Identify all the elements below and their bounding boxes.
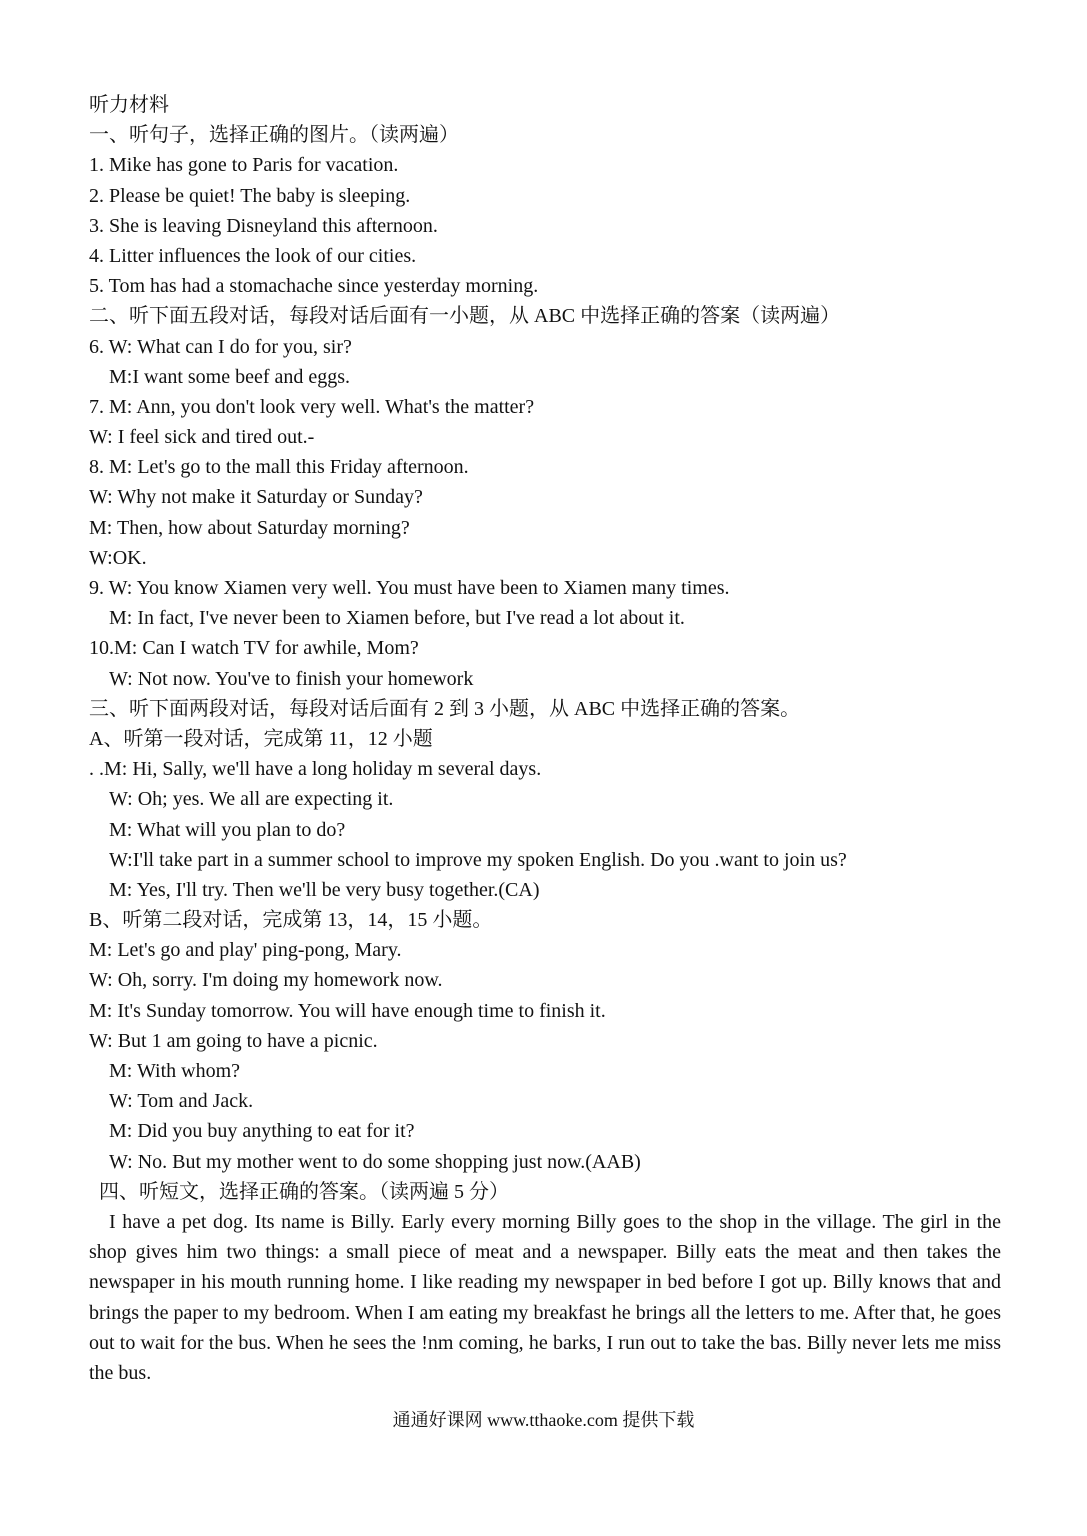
text-line: W: Oh; yes. We all are expecting it. — [109, 788, 394, 811]
text-line: 9. W: You know Xiamen very well. You must have been to Xiamen many times. — [89, 577, 730, 599]
document-body — [89, 90, 1001, 1388]
text-line: M: Did you buy anything to eat for it? — [109, 1120, 415, 1143]
text-line: M: What will you plan to do? — [109, 818, 346, 841]
text-line: W: I feel sick and tired out.- — [89, 426, 315, 449]
page-footer: 通通好课网 www.tthaoke.com 提供下载 — [392, 1410, 695, 1430]
text-line: W: Tom and Jack. — [109, 1090, 254, 1113]
text-line: 8. M: Let's go to the mall this Friday afternoon. — [89, 456, 469, 479]
text-line: W: But 1 am going to have a picnic. — [89, 1029, 378, 1052]
text-line: M: With whom? — [109, 1060, 241, 1082]
text-line: 3. She is leaving Disneyland this afternoon. — [89, 214, 438, 237]
text-line: W: No. But my mother went to do some shopping just now.(AAB) — [109, 1150, 641, 1173]
text-line: 二、听下面五段对话，每段对话后面有一小题，从 ABC 中选择正确的答案（读两遍） — [89, 305, 841, 328]
text-line: W: Why not make it Saturday or Sunday? — [89, 486, 423, 509]
text-line: A、听第一段对话，完成第 11，12 小题 — [89, 727, 433, 750]
text-line: M: Then, how about Saturday morning? — [89, 516, 410, 539]
text-line: 1. Mike has gone to Paris for vacation. — [89, 154, 399, 177]
text-line: M: In fact, I've never been to Xiamen before, but I've read a lot about it. — [109, 607, 685, 630]
document-lines — [89, 120, 1001, 1207]
text-line: W:I'll take part in a summer school to improve my spoken English. Do you .want to join us? — [109, 848, 847, 871]
text-line: 7. M: Ann, you don't look very well. What's the matter? — [89, 395, 535, 418]
text-line: M: Let's go and play' ping-pong, Mary. — [89, 939, 402, 962]
text-line: 2. Please be quiet! The baby is sleeping. — [89, 184, 411, 207]
text-line: 6. W: What can I do for you, sir? — [89, 335, 352, 358]
text-line: W:OK. — [89, 546, 147, 569]
text-line: 四、听短文，选择正确的答案。（读两遍 5 分） — [99, 1180, 509, 1203]
text-line: 10.M: Can I watch TV for awhile, Mom? — [89, 637, 419, 660]
text-line: W: Not now. You've to finish your homework — [109, 667, 474, 690]
text-line: M:I want some beef and eggs. — [109, 365, 351, 388]
text-line: B、听第二段对话，完成第 13，14，15 小题。 — [89, 909, 493, 932]
text-line: 一、听句子，选择正确的图片。（读两遍） — [89, 124, 459, 147]
document-title: 听力材料 — [89, 94, 169, 116]
text-line: M: Yes, I'll try. Then we'll be very busy together.(CA) — [109, 878, 540, 901]
passage-paragraph: I have a pet dog. Its name is Billy. Early every morning Billy goes to the shop in the village. The girl in the shop gives him two things: a small piece of meat and a newspaper. Billy eats the meat and then takes the newspaper in his mouth running home. I like reading my newspaper in bed before I got up. Billy knows that and brings the paper to my bedroom. When I am eating my breakfast he brings all the letters to me. After that, he goes out to wait for the bus. When he sees the !nm coming, he barks, I run out to take the bas. Billy never lets me miss the bus. — [89, 1210, 1001, 1384]
text-line: W: Oh, sorry. I'm doing my homework now. — [89, 969, 443, 992]
text-line: . .M: Hi, Sally, we'll have a long holiday m several days. — [89, 758, 542, 781]
text-line: M: It's Sunday tomorrow. You will have enough time to finish it. — [89, 999, 606, 1022]
text-line: 4. Litter influences the look of our cities. — [89, 244, 417, 267]
text-line: 5. Tom has had a stomachache since yesterday morning. — [89, 275, 539, 298]
text-line: 三、听下面两段对话，每段对话后面有 2 到 3 小题，从 ABC 中选择正确的答案。 — [89, 697, 801, 720]
